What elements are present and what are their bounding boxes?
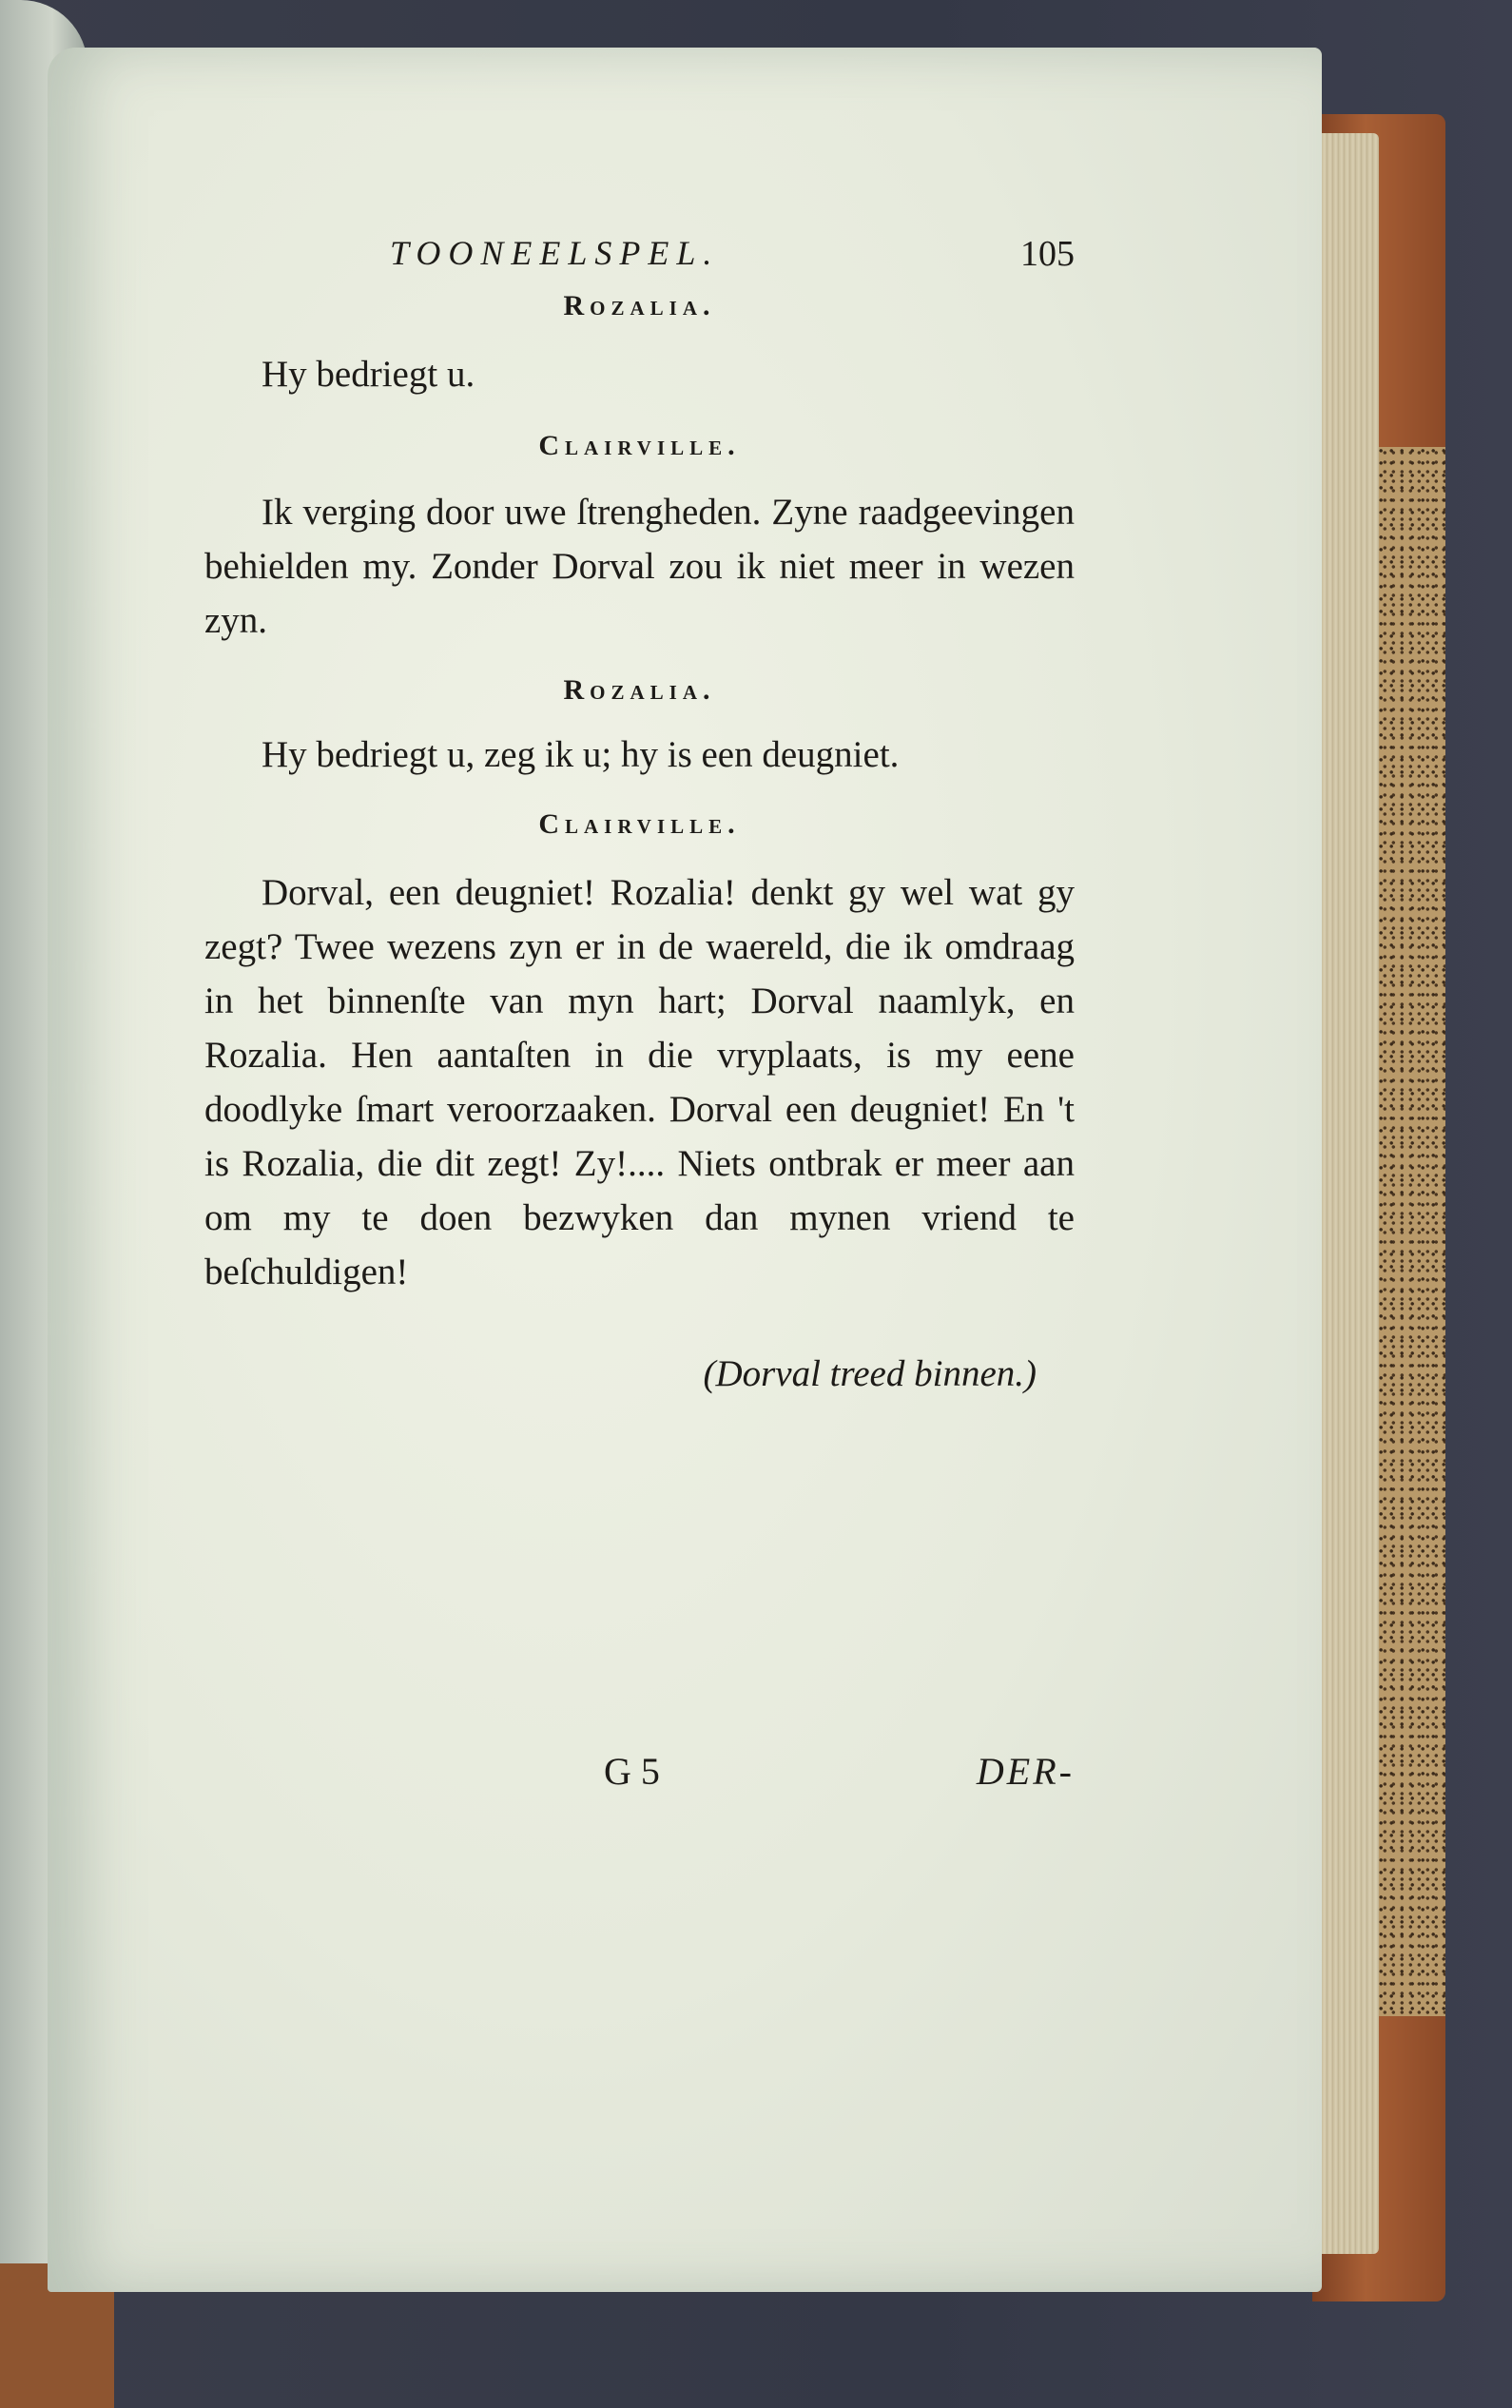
stage-direction: (Dorval treed binnen.) xyxy=(703,1353,1037,1394)
speckled-endpaper xyxy=(1379,447,1445,2016)
speech-text: Hy bedriegt u, zeg ik u; hy is een deugniet. xyxy=(262,734,900,775)
speech-text: Ik verging door uwe ſtrengheden. Zyne raadgeevingen behielden my. Zonder Dorval zou ik niet meer in wezen zyn. xyxy=(204,492,1075,641)
page-footer xyxy=(204,1749,1075,1806)
page-number: 105 xyxy=(1020,234,1075,274)
speech-text: Dorval, een deugniet! Rozalia! denkt gy wel wat gy zegt? Twee wezens zyn er in de waereld, die ik omdraag in het binnenſte van myn hart; Dorval naamlyk, en Rozalia. Hen aantaſten in die vryplaats, is my eene doodlyke ſmart veroorzaaken. Dorval een deugniet! En 't is Rozalia, die dit zegt! Zy!.... Niets ontbrak er meer aan om my te doen bezwyken dan mynen vriend te beſchuldigen! xyxy=(204,872,1075,1292)
page-content xyxy=(204,233,1075,1806)
signature-mark: G 5 xyxy=(604,1750,660,1793)
speech-text: Hy bedriegt u. xyxy=(262,354,475,395)
speaker-name: Rozalia. xyxy=(563,674,716,706)
catchword: DER- xyxy=(976,1750,1075,1793)
speaker-name: Rozalia. xyxy=(563,290,716,321)
running-title: TOONEELSPEL. xyxy=(390,234,720,272)
speaker-name: Clairville. xyxy=(538,808,741,840)
running-head xyxy=(204,233,1075,290)
speaker-name: Clairville. xyxy=(538,430,741,461)
book-page xyxy=(48,48,1322,2292)
